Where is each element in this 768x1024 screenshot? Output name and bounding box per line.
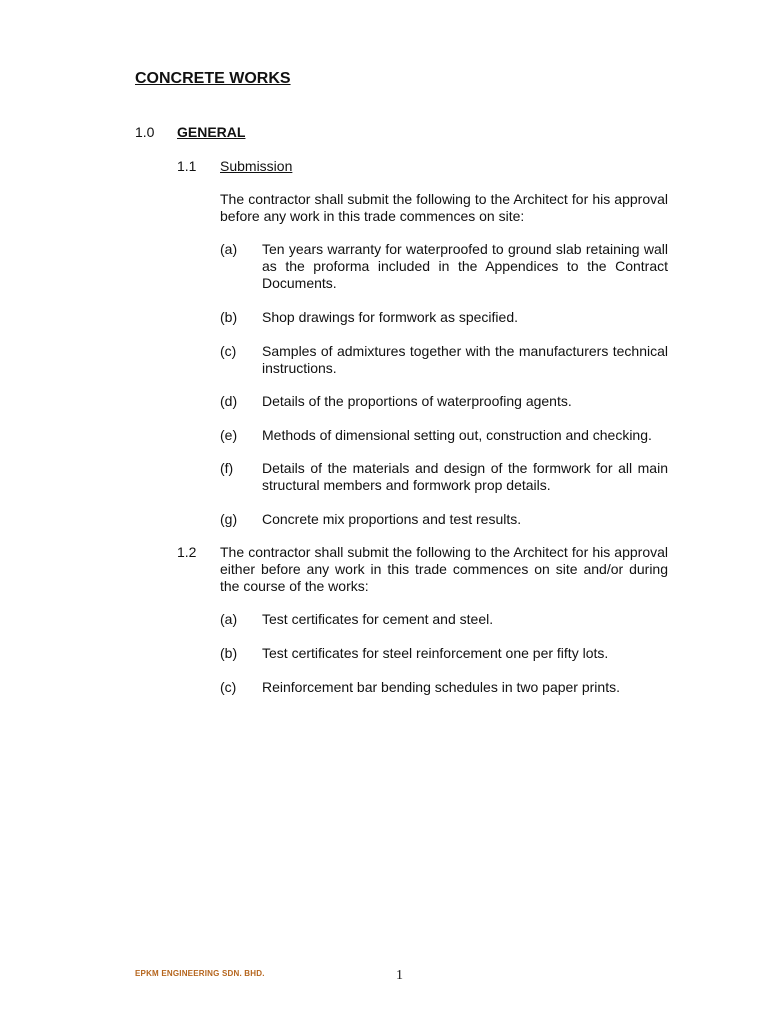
document-title: CONCRETE WORKS	[135, 70, 291, 87]
list-item-letter: (c)	[220, 343, 237, 359]
subsection-number: 1.1	[177, 158, 197, 174]
list-item-text: Shop drawings for formwork as specified.	[262, 309, 518, 325]
list-item-text: Test certificates for cement and steel.	[262, 611, 494, 627]
list-item-letter: (a)	[220, 611, 238, 627]
section-title: GENERAL	[177, 124, 246, 140]
list-item-letter: (d)	[220, 393, 238, 409]
section-number: 1.0	[135, 124, 155, 140]
list-item-text: Samples of admixtures together with the manufacturers technical instructions.	[262, 343, 668, 376]
list-item-text: Details of the proportions of waterproofing agents.	[262, 393, 572, 409]
subsection-number: 1.2	[177, 544, 197, 560]
list-item-text: Reinforcement bar bending schedules in two paper prints.	[262, 679, 620, 695]
list-item-letter: (c)	[220, 679, 237, 695]
list-item-text: Details of the materials and design of the formwork for all main structural members and formwork prop details.	[262, 460, 668, 493]
subsection-title: Submission	[220, 158, 293, 174]
list-item-letter: (b)	[220, 309, 238, 325]
list-item-letter: (f)	[220, 460, 234, 476]
list-item-letter: (g)	[220, 511, 238, 527]
list-item-text: Test certificates for steel reinforcement one per fifty lots.	[262, 645, 609, 661]
list-item-letter: (b)	[220, 645, 238, 661]
list-item-text: Ten years warranty for waterproofed to ground slab retaining wall as the proforma included in the Appendices to the Contract Documents.	[262, 241, 668, 291]
footer-company-name: EPKM ENGINEERING SDN. BHD.	[135, 969, 265, 978]
list-item-letter: (a)	[220, 241, 238, 257]
list-item-letter: (e)	[220, 427, 238, 443]
list-item-text: Concrete mix proportions and test results.	[262, 511, 522, 527]
list-item-text: Methods of dimensional setting out, construction and checking.	[262, 427, 652, 443]
subsection-intro: The contractor shall submit the following to the Architect for his approval either before any work in this trade commences on site and/or during the course of the works:	[220, 544, 668, 594]
page-number: 1	[396, 968, 403, 983]
subsection-intro: The contractor shall submit the following to the Architect for his approval before any work in this trade commences on site:	[220, 191, 668, 224]
